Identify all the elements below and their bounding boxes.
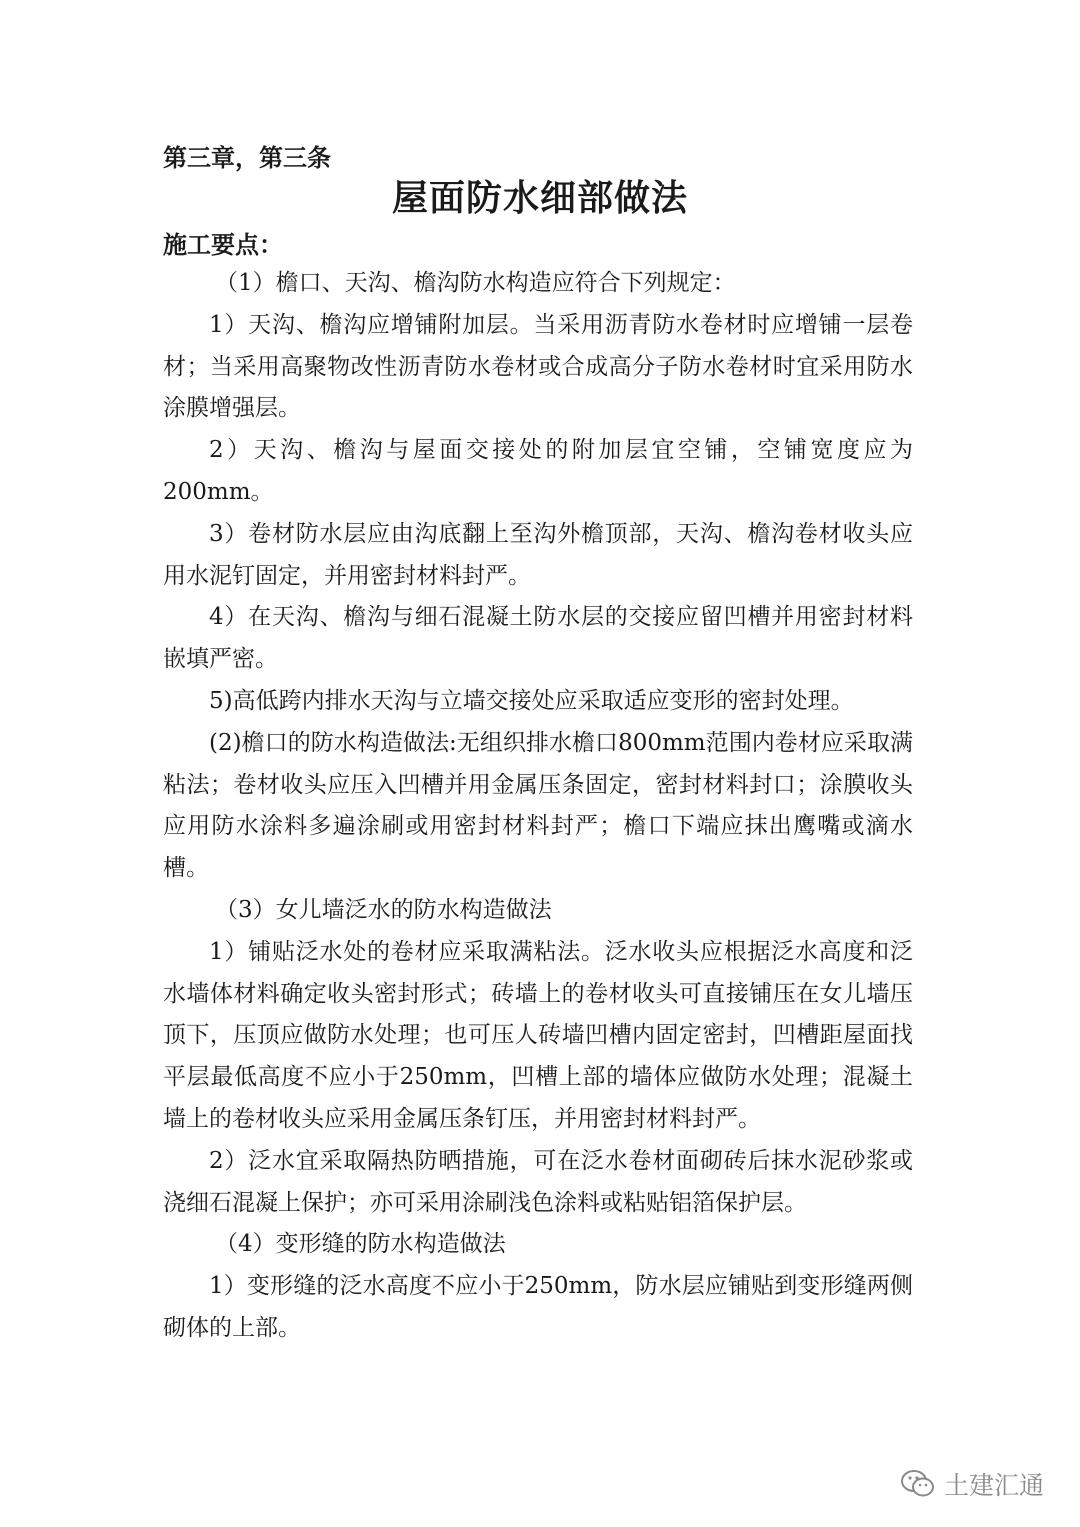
paragraph: 1）铺贴泛水处的卷材应采取满粘法。泛水收头应根据泛水高度和泛水墙体材料确定收头密封形式；砖墙上的卷材收头可直接铺压在女儿墙压顶下，压顶应做防水处理；也可压人砖墙凹槽内固定密封，凹槽距屋面找平层最低高度不应小于250mm，凹槽上部的墙体应做防水处理；混凝土墙上的卷材收头应采用金属压条钉压，并用密封材料封严。 <box>163 938 913 1132</box>
paragraph: （3）女儿墙泛水的防水构造做法 <box>215 896 552 923</box>
paragraph: 1）变形缝的泛水高度不应小于250mm，防水层应铺贴到变形缝两侧砌体的上部。 <box>163 1273 913 1341</box>
paragraph: 1）天沟、檐沟应增铺附加层。当采用沥青防水卷材时应增铺一层卷材；当采用高聚物改性沥青防水卷材或合成高分子防水卷材时宜采用防水涂膜增强层。 <box>163 311 913 422</box>
paragraph: 4）在天沟、檐沟与细石混凝土防水层的交接应留凹槽并用密封材料嵌填严密。 <box>163 604 913 673</box>
paragraph: 2）泛水宜采取隔热防晒措施，可在泛水卷材面砌砖后抹水泥砂浆或浇细石混凝上保护；亦可采用涂刷浅色涂料或粘贴铝箔保护层。 <box>163 1147 913 1216</box>
wechat-icon <box>900 1469 936 1499</box>
paragraph: (2)檐口的防水构造做法:无组织排水檐口800mm范围内卷材应采取满粘法；卷材收头应压入凹槽并用金属压条固定，密封材料封口；涂膜收头应用防水涂料多遍涂刷或用密封材料封严；檐口下端应抹出鹰嘴或滴水槽。 <box>163 729 913 882</box>
chapter-label: 第三章，第三条 <box>163 144 331 172</box>
paragraph: 5)高低跨内排水天沟与立墙交接处应采取适应变形的密封处理。 <box>209 687 854 714</box>
paragraph: 3）卷材防水层应由沟底翻上至沟外檐顶部，天沟、檐沟卷材收头应用水泥钉固定，并用密封材料封严。 <box>163 520 913 589</box>
paragraph: （1）檐口、天沟、檐沟防水构造应符合下列规定： <box>215 270 736 296</box>
document-body <box>163 263 913 1350</box>
section-heading: 施工要点： <box>163 231 283 259</box>
watermark-text: 土建汇通 <box>943 1471 1044 1500</box>
page-title: 屋面防水细部做法 <box>391 178 688 219</box>
paragraph: 2）天沟、檐沟与屋面交接处的附加层宜空铺，空铺宽度应为200mm。 <box>163 437 913 505</box>
paragraph: （4）变形缝的防水构造做法 <box>215 1231 506 1258</box>
watermark <box>900 1466 1044 1502</box>
